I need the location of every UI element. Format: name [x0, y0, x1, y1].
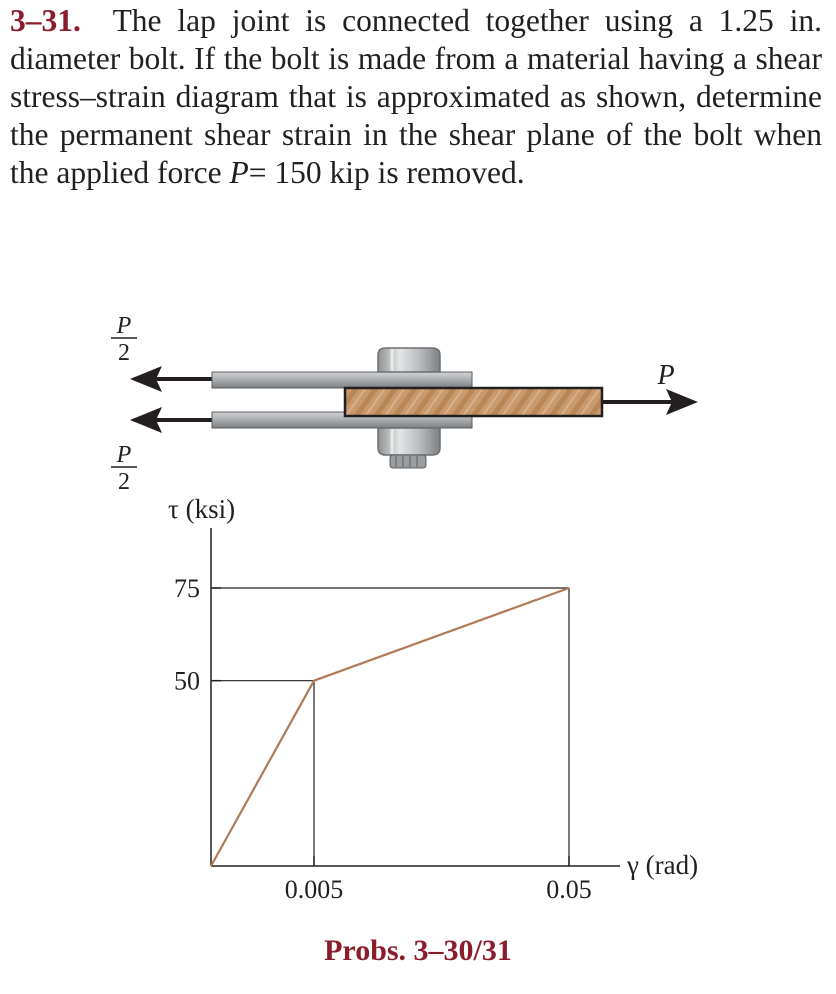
- bottom-force-label: [111, 442, 137, 495]
- chart-guide-lines: [211, 588, 569, 866]
- bottom-force-numerator: P: [116, 442, 132, 468]
- stress-strain-curve: [211, 588, 569, 866]
- top-force-numerator: P: [116, 313, 132, 339]
- wood-plate: [345, 388, 602, 416]
- top-force-denominator: 2: [118, 340, 130, 366]
- top-force-label: [111, 313, 137, 366]
- y-axis-label: τ (ksi): [168, 494, 236, 524]
- problem-text-end: = 150 kip is removed.: [248, 155, 525, 190]
- right-force-arrow: [602, 389, 698, 415]
- chart-ticks: [174, 574, 592, 904]
- problem-text-main: The lap joint is connected together using a 1.25 in. diameter bolt. If the bolt is made from a material having a shear stress–strain diagram that is approximated as shown, determine the permanent shear strain in the shear plane of the bolt when the applied force: [10, 3, 822, 190]
- x-tick-label-0: 0.005: [284, 875, 344, 904]
- left-force-arrows: [130, 366, 212, 433]
- figure-caption: Probs. 3–30/31: [324, 934, 512, 967]
- y-tick-label-1: 75: [174, 574, 200, 603]
- y-tick-label-0: 50: [174, 666, 200, 696]
- x-tick-label-1: 0.05: [546, 875, 592, 904]
- bottom-force-denominator: 2: [118, 469, 130, 495]
- top-steel-plate: [212, 372, 472, 388]
- shear-stress-strain-chart: [168, 494, 698, 904]
- bolt-nut: [378, 428, 440, 455]
- bolt-head: [378, 348, 440, 372]
- problem-number: 3–31.: [10, 3, 81, 38]
- x-axis-label: γ (rad): [627, 850, 699, 880]
- problem-variable: P: [229, 155, 249, 190]
- lap-joint-diagram: [111, 313, 698, 495]
- bolt-thread: [390, 455, 426, 468]
- right-force-label: P: [657, 360, 675, 391]
